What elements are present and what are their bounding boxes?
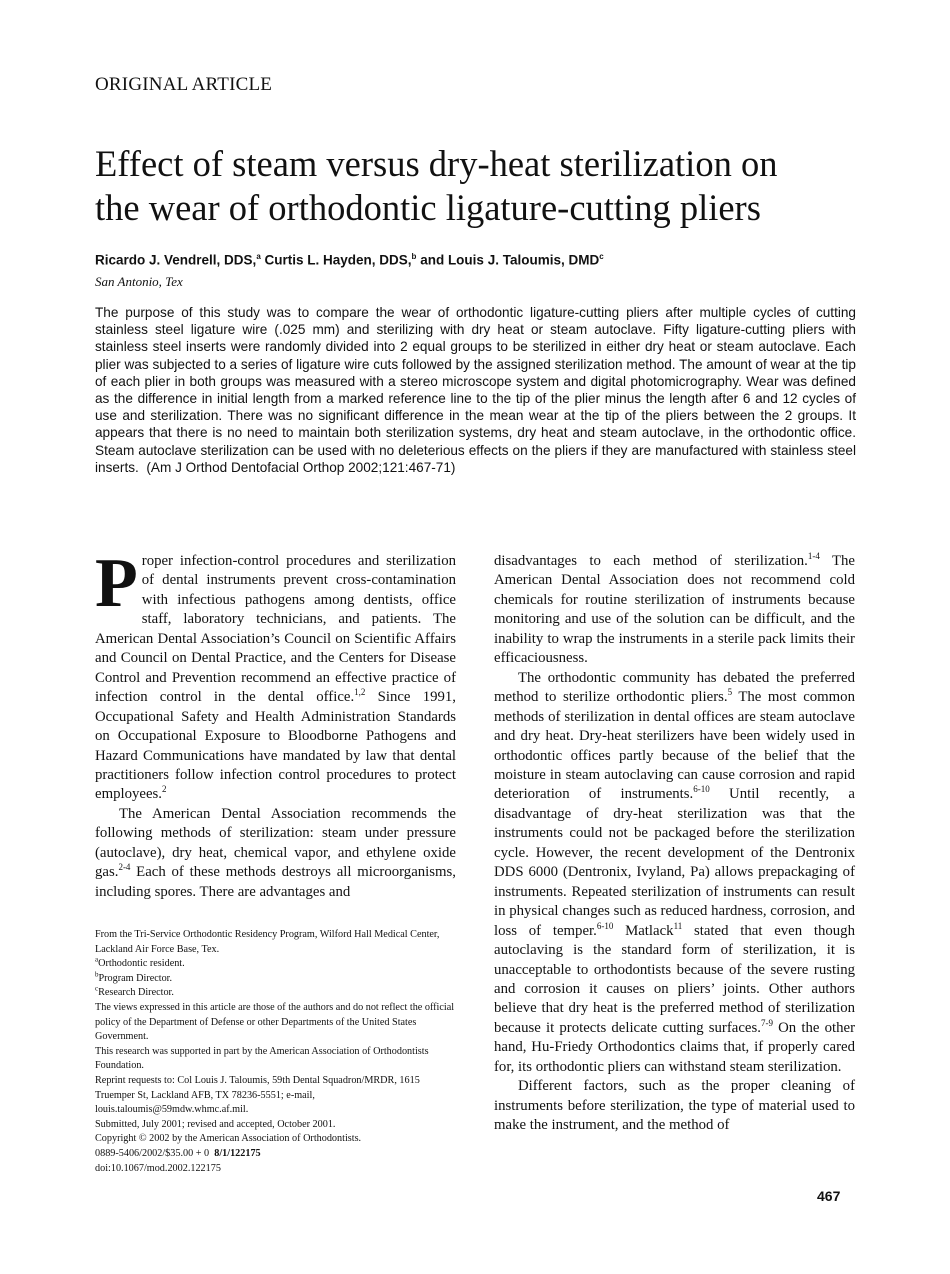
footnote-marker: a [95, 955, 99, 964]
paragraph-text: On the other hand, Hu-Friedy Orthodontics claims that, if properly cared for, its orthodontic pliers can withstand steam sterilization. [494, 1019, 855, 1075]
abstract [95, 304, 856, 476]
paragraph-text: roper infection-control procedures and sterilization of dental instruments prevent cross-contamination with infectious pathogens among dentists, office staff, laboratory technicians, and patients. The American Dental Association’s Council on Scientific Affairs and Council on Dental Practice, and the Centers for Disease Control and Prevention recommend an effective practice of infection control in the dental office. [95, 553, 456, 706]
footnote-text: Orthodontic resident. [98, 958, 185, 970]
paragraph-text: The orthodontic community has debated the preferred method to sterilize orthodontic pliers. [494, 669, 855, 706]
footnote-text: Program Director. [98, 972, 173, 984]
author-location: San Antonio, Tex [95, 274, 183, 289]
author-3: and Louis J. Taloumis, DMD [416, 252, 600, 268]
title-line-2: the wear of orthodontic ligature-cutting pliers [95, 187, 761, 228]
body-paragraph-4 [494, 669, 855, 1078]
footnote-role [95, 972, 456, 987]
author-2-affiliation: b [411, 252, 417, 261]
footnote-reprint-requests: Reprint requests to: Col Louis J. Taloumis, 59th Dental Squadron/MRDR, 1615 Truemper St, Lackland AFB, TX 78236-5551; e-mail, louis.taloumis@59mdw.whmc.af.mil. [95, 1074, 420, 1116]
body-paragraph-5: Different factors, such as the proper cleaning of instruments before sterilization, the type of material used to make the instrument, and the method of [494, 1078, 855, 1134]
citation-ref: 1,2 [354, 687, 366, 698]
body-paragraph-1 [95, 545, 456, 805]
paragraph-text: disadvantages to each method of sterilization. [494, 553, 808, 569]
body-column-left [95, 545, 456, 902]
footnote-copyright: Copyright © 2002 by the American Association of Orthodontists. [95, 1133, 362, 1145]
citation-ref: 6-10 [693, 784, 710, 795]
citation-ref: 2 [161, 784, 167, 795]
citation-ref: 6-10 [596, 920, 614, 931]
body-paragraph-2 [95, 805, 456, 902]
section-label: ORIGINAL ARTICLE [95, 74, 273, 95]
footnote-role [95, 957, 456, 972]
footnote-affiliation: From the Tri-Service Orthodontic Residency Program, Wilford Hall Medical Center, Lackland Air Force Base, Tex. [95, 929, 440, 955]
article-title [95, 142, 875, 230]
author-3-affiliation: c [599, 252, 604, 261]
author-2: Curtis L. Hayden, DDS, [260, 252, 412, 268]
footnote-text: Research Director. [98, 987, 174, 999]
citation-ref: 11 [673, 920, 683, 931]
author-list [95, 252, 604, 268]
citation-ref: 1-4 [807, 551, 820, 562]
abstract-text: The purpose of this study was to compare the wear of orthodontic ligature-cutting pliers after multiple cycles of cutting stainless steel ligature wire (.025 mm) and sterilizing with dry heat or steam autoclave. Fifty ligature-cutting pliers with stainless steel inserts were randomly divided into 2 equal groups to be sterilized in either dry heat or steam autoclave. Each plier was subjected to a series of ligature wire cuts followed by the assigned sterilization method. The amount of wear at the tip of each plier in both groups was measured with a stereo microscope system and digital photomicrography. Wear was defined as the difference in initial length from a marked reference line to the tip of the plier minus the length after 6 and 12 cycles of use and sterilization. There was no significant difference in the mean wear at the tip of the pliers between the 2 groups. It appears that there is no need to maintain both sterilization systems, dry heat and steam autoclave, in the orthodontic office. Steam autoclave sterilization can be used with no deleterious effects on the pliers if they are manufactured with stainless steel inserts. [95, 305, 856, 475]
author-1-affiliation: a [256, 252, 261, 261]
body-paragraph-3 [494, 552, 855, 669]
abstract-citation: (Am J Orthod Dentofacial Orthop 2002;121:467-71) [146, 459, 456, 475]
author-1: Ricardo J. Vendrell, DDS, [95, 252, 257, 268]
paragraph-text: Each of these methods destroys all microorganisms, including spores. There are advantages and [95, 864, 456, 900]
footnote-funding: This research was supported in part by the American Association of Orthodontists Foundation. [95, 1045, 429, 1072]
paragraph-text: The American Dental Association does not recommend cold chemicals for routine sterilization of instruments because monitoring and use of the solution can be difficult, and the inability to wrap the instruments in a sterile pack limits their efficaciousness. [494, 553, 855, 667]
footnote-submitted: Submitted, July 2001; revised and accepted, October 2001. [95, 1118, 336, 1130]
footnote-marker: b [95, 970, 99, 979]
paragraph-text: The American Dental Association recommends the following methods of sterilization: steam under pressure (autoclave), dry heat, chemical vapor, and ethylene oxide gas. [95, 805, 456, 881]
citation-ref: 7-9 [760, 1017, 773, 1028]
footnote-marker: c [95, 984, 99, 993]
footnotes [95, 928, 456, 1176]
footnote-disclaimer: The views expressed in this article are those of the authors and do not reflect the official policy of the Department of Defense or other Departments of the United States Government. [95, 1001, 455, 1043]
citation-ref: 2-4 [118, 862, 131, 873]
paragraph-text: stated that even though autoclaving is the standard form of sterilization, it is unacceptable to orthodontists because of the severe rusting and corrosion it causes on pliers’ joints. Other authors believe that dry heat is the preferred method of sterilization because it protects delicate cutting surfaces. [494, 922, 855, 1036]
footnote-doi: doi:10.1067/mod.2002.122175 [95, 1162, 221, 1174]
footnote-text: 8/1/122175 [214, 1147, 261, 1159]
citation-ref: 5 [727, 687, 733, 698]
title-line-1: Effect of steam versus dry-heat sterilization on [95, 143, 778, 184]
drop-cap: P [95, 545, 138, 622]
footnote-role [95, 986, 456, 1001]
footnote-text: 0889-5406/2002/$35.00 + 0 [95, 1147, 215, 1159]
footnote-issn [95, 1147, 456, 1162]
paragraph-text: Since 1991, Occupational Safety and Health Administration Standards on Occupational Exposure to Bloodborne Pathogens and Hazard Communications have mandated by law that dental practitioners follow infection control procedures to protect employees. [95, 689, 456, 803]
paragraph-text: The most common methods of sterilization in dental offices are steam autoclave and dry heat. Dry-heat sterilizers have been widely used in orthodontic offices partly because of the belief that the moisture in steam autoclaving can cause corrosion and rapid deterioration of instruments. [494, 689, 855, 803]
page-number: 467 [817, 1188, 841, 1204]
paragraph-text: Matlack [613, 922, 674, 939]
body-column-right [494, 552, 855, 1136]
paragraph-text: Until recently, a disadvantage of dry-heat sterilization was that the instruments could not be packaged before the sterilization cycle. However, the recent development of the Dentronix DDS 6000 (Dentronix, Ivyland, Pa) allows prepackaging of instruments. Repeated sterilization of instruments can result in physical changes such as reduced hardness, corrosion, and loss of temper. [494, 786, 855, 939]
